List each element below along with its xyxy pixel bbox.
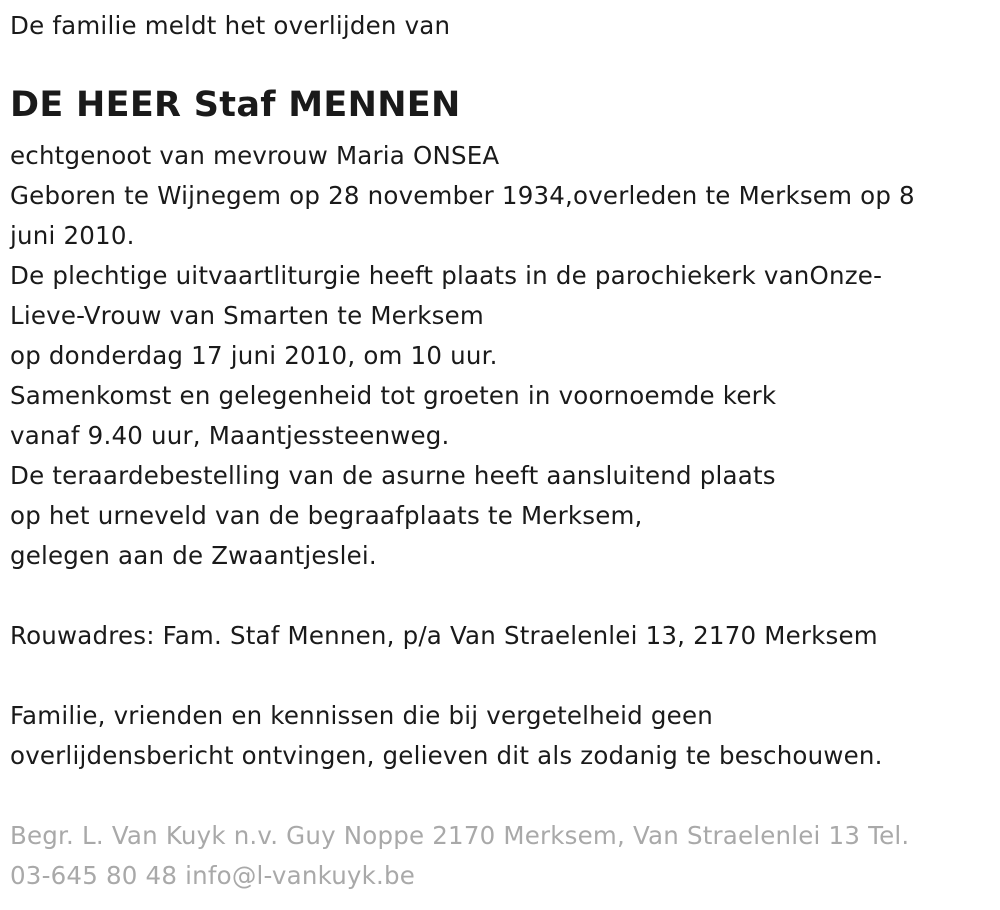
birth-death-line: Geboren te Wijnegem op 28 november 1934,overleden te Merksem op 8 xyxy=(10,181,915,210)
birth-death-line-cont: juni 2010. xyxy=(10,221,135,250)
burial-line: De teraardebestelling van de asurne heeft aansluitend plaats xyxy=(10,461,776,490)
liturgy-line: De plechtige uitvaartliturgie heeft plaats in de parochiekerk vanOnze- xyxy=(10,261,883,290)
deceased-name: DE HEER Staf MENNEN xyxy=(10,85,461,125)
family-note xyxy=(10,696,1000,776)
footer-line: 03-645 80 48 info@l-vankuyk.be xyxy=(10,861,416,890)
liturgy-line-cont: Lieve-Vrouw van Smarten te Merksem xyxy=(10,301,484,330)
footer-line: Begr. L. Van Kuyk n.v. Guy Noppe 2170 Merksem, Van Straelenlei 13 Tel. xyxy=(10,821,910,850)
intro-text: De familie meldt het overlijden van xyxy=(10,11,451,40)
funeral-home-footer xyxy=(10,816,1000,896)
family-note-line: Familie, vrienden en kennissen die bij vergetelheid geen xyxy=(10,701,713,730)
burial-line-cont: op het urneveld van de begraafplaats te Merksem, xyxy=(10,501,643,530)
gathering-line-cont: vanaf 9.40 uur, Maantjessteenweg. xyxy=(10,421,450,450)
gathering-line: Samenkomst en gelegenheid tot groeten in voornoemde kerk xyxy=(10,381,777,410)
family-note-line: overlijdensbericht ontvingen, gelieven dit als zodanig te beschouwen. xyxy=(10,741,883,770)
liturgy-date-line: op donderdag 17 juni 2010, om 10 uur. xyxy=(10,341,498,370)
notice-body xyxy=(10,136,1000,576)
burial-location-line: gelegen aan de Zwaantjeslei. xyxy=(10,541,377,570)
mourning-address: Rouwadres: Fam. Staf Mennen, p/a Van Straelenlei 13, 2170 Merksem xyxy=(10,621,878,650)
spouse-line: echtgenoot van mevrouw Maria ONSEA xyxy=(10,141,500,170)
